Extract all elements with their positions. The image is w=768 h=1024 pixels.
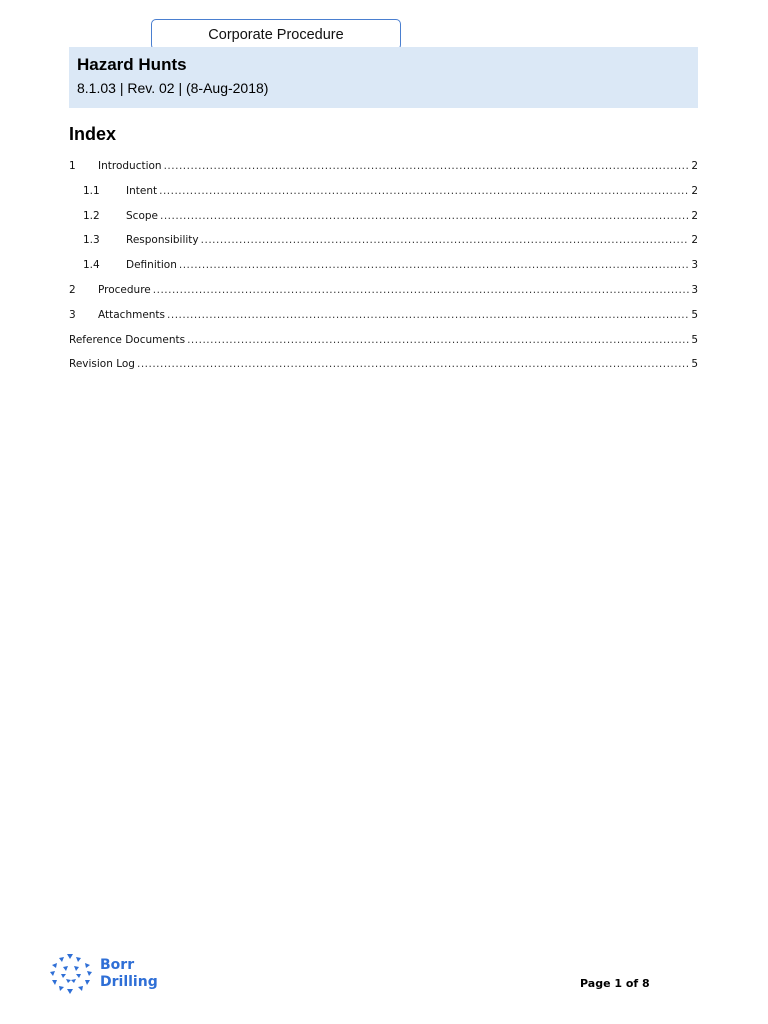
logo-text: [100, 957, 158, 991]
toc-leader: [159, 185, 689, 197]
toc-entry[interactable]: [69, 185, 698, 210]
logo-text-line1: Borr: [100, 957, 135, 973]
toc-leader: [137, 358, 689, 370]
borr-drilling-logo-icon: [49, 953, 93, 995]
toc-number: 1.4: [83, 259, 100, 272]
toc-label: Introduction: [98, 160, 162, 172]
toc-leader: [167, 309, 689, 321]
toc-leader: [164, 160, 690, 172]
toc-entry[interactable]: [69, 358, 698, 383]
toc-page: 2: [691, 209, 698, 222]
toc-leader: [160, 210, 689, 222]
toc-entry[interactable]: [69, 309, 698, 334]
toc-page: 3: [691, 283, 698, 296]
toc-entry[interactable]: [69, 210, 698, 235]
toc-number: 1: [69, 160, 76, 172]
toc-entry[interactable]: [69, 234, 698, 259]
toc-entry[interactable]: [69, 334, 698, 359]
toc-label: Scope: [126, 209, 158, 222]
document-type-label: Corporate Procedure: [151, 19, 401, 50]
toc-label: Intent: [126, 184, 158, 197]
document-meta: 8.1.03 | Rev. 02 | (8-Aug-2018): [77, 80, 269, 96]
toc-leader: [179, 259, 689, 271]
toc-label: Responsibility: [126, 234, 199, 247]
toc-number: 1.2: [83, 209, 100, 222]
toc-label: Procedure: [98, 283, 151, 296]
toc-number: 3: [69, 308, 76, 321]
toc-page: 3: [691, 259, 698, 272]
toc-leader: [153, 284, 690, 296]
toc-number: 2: [69, 283, 76, 296]
toc-leader: [201, 234, 690, 246]
toc-page: 5: [691, 358, 698, 371]
toc-page: 2: [691, 160, 698, 172]
logo-text-line2: Drilling: [100, 974, 158, 990]
index-heading: Index: [69, 124, 117, 144]
toc-label: Revision Log: [69, 358, 135, 371]
toc-page: 5: [691, 308, 698, 321]
toc-entry[interactable]: [69, 160, 698, 185]
toc-label: Reference Documents: [69, 333, 186, 346]
toc-page: 2: [691, 234, 698, 247]
toc-label: Attachments: [98, 308, 166, 321]
toc-number: 1.1: [83, 184, 100, 197]
toc-page: 2: [691, 184, 698, 197]
toc-page: 5: [691, 333, 698, 346]
company-logo: [49, 953, 158, 995]
toc-leader: [187, 334, 689, 346]
toc-entry[interactable]: [69, 259, 698, 284]
title-band: [69, 47, 698, 108]
toc-number: 1.3: [83, 234, 100, 247]
toc-label: Definition: [126, 259, 177, 272]
page-number: Page 1 of 8: [580, 977, 650, 990]
table-of-contents: [69, 160, 698, 383]
document-title: Hazard Hunts: [77, 55, 187, 74]
toc-entry[interactable]: [69, 284, 698, 309]
